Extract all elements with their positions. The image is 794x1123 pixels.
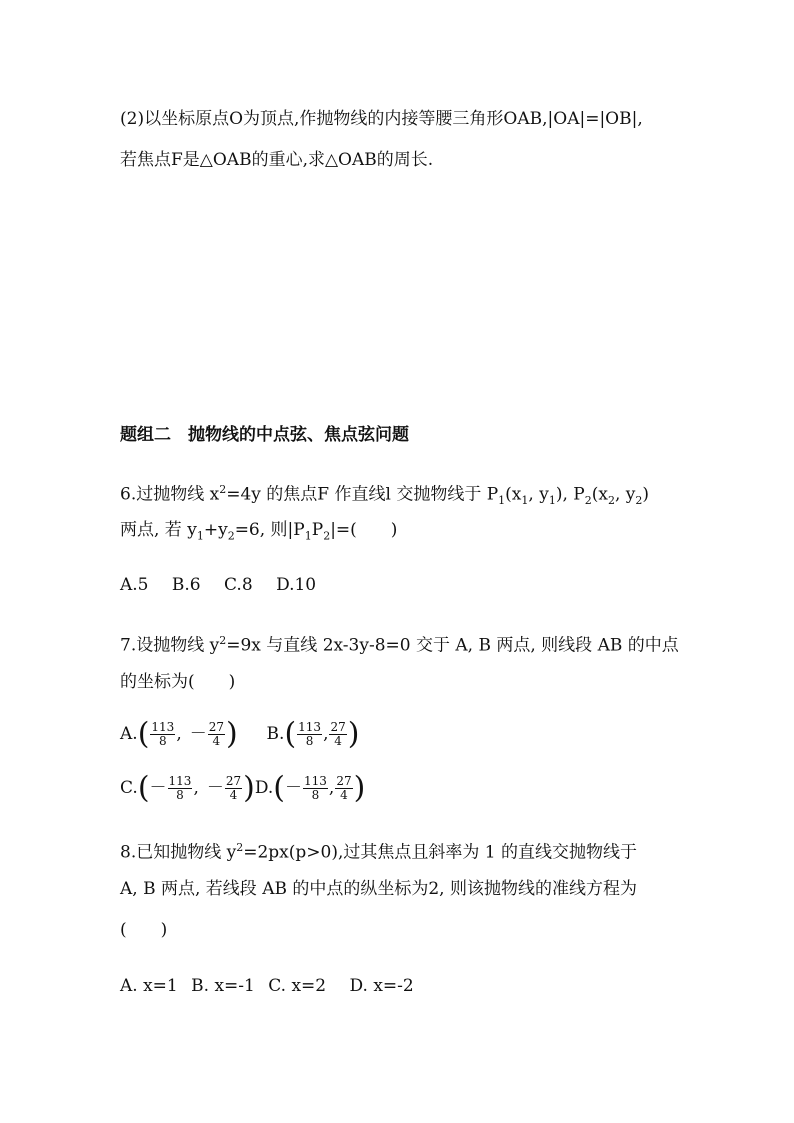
q8-line2: A, B 两点, 若线段 AB 的中点的纵坐标为2, 则该抛物线的准线方程为 — [120, 879, 637, 899]
q6-line1 — [120, 478, 649, 513]
q6-option-c: C.8 — [224, 575, 253, 595]
q6-p2-y-sub: 2 — [635, 494, 643, 508]
q7-line2: 的坐标为( ) — [120, 672, 236, 692]
q7-text-a: 7.设抛物线 y — [120, 635, 220, 656]
q6-p2-a: (x — [591, 484, 608, 505]
q7-d-frac1: $\frac{113}{8}$ — [304, 774, 327, 802]
q6-text-b: =4y 的焦点F 作直线l 交抛物线于 P — [226, 484, 499, 505]
q6-sup: 2 — [219, 483, 227, 496]
q7-d-frac2: $\frac{27}{4}$ — [336, 774, 352, 802]
q5-part2-line1: (2)以坐标原点O为顶点,作抛物线的内接等腰三角形OAB,|OA|=|OB|, — [120, 109, 643, 129]
q7-line1 — [120, 629, 679, 658]
q7-option-d-label: D. — [254, 778, 274, 798]
q6-p2-x-sub: 2 — [607, 494, 615, 508]
q6-l2-c: =6, 则|P — [234, 520, 305, 540]
q6-option-a: A.5 — [120, 575, 149, 595]
q8-line1 — [120, 836, 637, 865]
q8-text-b: =2px(p>0),过其焦点且斜率为 1 的直线交抛物线于 — [243, 842, 637, 863]
q6-l2-b: +y — [203, 520, 228, 540]
section-title: 题组二 抛物线的中点弦、焦点弦问题 — [120, 425, 409, 445]
q6-p1-sub: 1 — [498, 494, 506, 508]
q7-text-b: =9x 与直线 2x-3y-8=0 交于 A, B 两点, 则线段 AB 的中点 — [226, 635, 679, 656]
q7-c-frac1: $\frac{113}{8}$ — [168, 774, 192, 802]
q7-c-frac2: $\frac{27}{4}$ — [225, 774, 242, 802]
q8-option-c: C. x=2 — [268, 976, 327, 996]
q8-text-a: 8.已知抛物线 y — [120, 842, 237, 863]
q6-p1-x-sub: 1 — [521, 494, 529, 508]
q8-line3: ( ) — [120, 920, 168, 940]
q8-option-d: D. x=-2 — [349, 976, 414, 996]
q6-p2-c: ) — [642, 484, 650, 505]
q8-options — [120, 974, 414, 998]
q7-b-frac1: $\frac{113}{8}$ — [298, 720, 322, 748]
q6-p2-sub: 2 — [584, 494, 592, 508]
q7-option-b-label: B. — [266, 724, 285, 744]
q6-options — [120, 573, 316, 597]
q6-p1-b: , y — [528, 484, 549, 505]
q7-option-a-label: A. — [120, 724, 138, 744]
q6-l2-d: P — [311, 520, 324, 540]
q6-text-a: 6.过抛物线 x — [120, 484, 220, 505]
q7-options-ab: A.( $\frac{113}{8}$ , － $\frac{27}{4}$ ) B.( $\frac{113}{8}$ , $\frac{27}{4}$ ) — [120, 716, 360, 752]
q6-p1-a: (x — [505, 484, 522, 505]
q6-l2-y2-sub: 2 — [227, 529, 235, 543]
q6-l2-y1-sub: 1 — [196, 529, 204, 543]
q5-part2-line2: 若焦点F是△OAB的重心,求△OAB的周长. — [120, 150, 434, 170]
q8-option-b: B. x=-1 — [191, 976, 255, 996]
q6-p2-b: , y — [614, 484, 636, 505]
q6-l2-a: 两点, 若 y — [120, 520, 197, 540]
q8-option-a: A. x=1 — [120, 976, 178, 996]
q7-a-frac2: $\frac{27}{4}$ — [208, 720, 224, 748]
q7-options-cd: C.(－ $\frac{113}{8}$ , － $\frac{27}{4}$ )D.(－ $\frac{113}{8}$ , $\frac{27}{4}$ ) — [120, 770, 366, 806]
q6-option-d: D.10 — [276, 575, 317, 595]
q6-p1-y-sub: 1 — [548, 494, 556, 508]
q6-p1-c: ), P — [555, 484, 585, 505]
q6-l2-e: |=( ) — [330, 520, 398, 540]
q7-a-frac1: $\frac{113}{8}$ — [151, 720, 175, 748]
q7-sup: 2 — [219, 634, 227, 647]
q8-sup: 2 — [236, 841, 244, 854]
q6-option-b: B.6 — [171, 575, 201, 595]
q7-b-frac2: $\frac{27}{4}$ — [330, 720, 346, 748]
q6-line2 — [120, 518, 397, 548]
q6-l2-p2-sub: 2 — [323, 529, 331, 543]
q6-l2-p1-sub: 1 — [304, 529, 312, 543]
q7-option-c-label: C. — [120, 778, 138, 798]
